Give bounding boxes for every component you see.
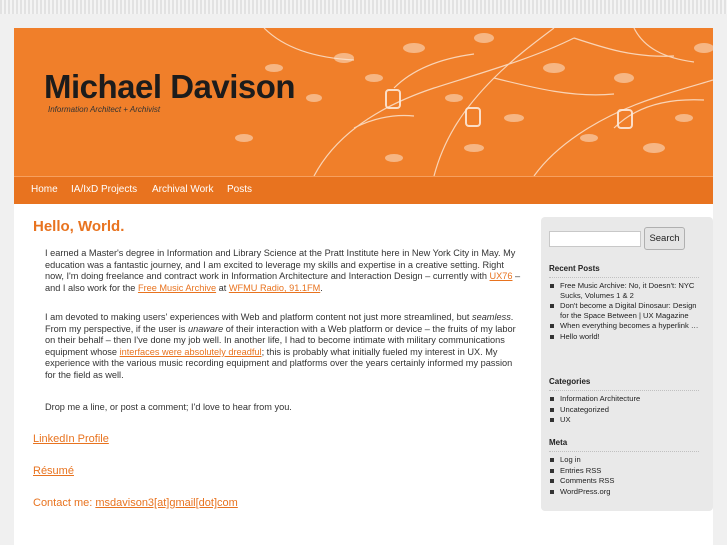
meta-title: Meta [549,438,568,447]
nav-archival-work[interactable]: Archival Work [152,184,214,195]
categories-list [549,394,707,426]
p2-text-2: . From my perspective, if the user is [45,312,514,334]
category-item[interactable]: Uncategorized [549,405,707,415]
recent-post-item[interactable]: Don't become a Digital Dinosaur: Design for the Space Between | UX Magazine [549,301,707,320]
widget-divider [549,390,699,391]
widget-divider [549,451,699,452]
post-title[interactable]: Hello, World. [33,218,125,235]
recent-post-item[interactable]: When everything becomes a hyperlink … [549,321,707,331]
site-tagline: Information Architect + Archivist [48,105,161,114]
post-paragraph-3: Drop me a line, or post a comment; I'd love to hear from you. [45,402,292,412]
p2-text-3: of their interaction with a Web platform or device – the fruits of my labor on their behalf – then I've done my job well. In another life, I had to become intimate with military communications equipment whose [45,323,516,357]
recent-posts-title: Recent Posts [549,264,600,273]
meta-item[interactable]: WordPress.org [549,487,707,497]
recent-post-item[interactable]: Hello world! [549,332,707,342]
category-item[interactable]: Information Architecture [549,394,707,404]
post-paragraph-2 [45,312,525,382]
linkedin-link[interactable]: LinkedIn Profile [33,433,109,445]
categories-title: Categories [549,377,591,386]
contact-email[interactable]: msdavison3[at]gmail[dot]com [95,497,238,509]
linkedin-link-wrap [33,433,109,445]
free-music-archive-link[interactable]: Free Music Archive [137,282,217,293]
widget-divider [549,277,699,278]
post-paragraph-1 [45,248,525,294]
meta-item[interactable]: Comments RSS [549,476,707,486]
nav-posts[interactable]: Posts [227,184,253,195]
resume-link-wrap [33,465,74,477]
p1-text-end: . [320,282,323,293]
search-input[interactable] [549,231,641,247]
interfaces-link[interactable]: interfaces were absolutely dreadful [119,346,262,357]
nav-home[interactable]: Home [31,184,58,195]
top-pattern-strip [0,0,727,14]
recent-posts-list [549,281,707,343]
search-button[interactable]: Search [644,227,685,250]
ux76-link[interactable]: UX76 [489,271,513,282]
contact-label: Contact me: [33,497,96,509]
page-wrapper [14,28,713,545]
resume-link[interactable]: Résumé [33,465,74,477]
p1-text-at: at [216,282,229,293]
meta-item[interactable]: Log in [549,455,707,465]
nav-ia-ixd-projects[interactable]: IA/IxD Projects [71,184,138,195]
site-title[interactable]: Michael Davison [44,68,296,105]
main-navigation [14,176,713,204]
p1-text-mid: – and I also work for the [45,271,521,293]
meta-list [549,455,707,497]
sidebar [541,217,713,511]
contact-line [33,497,238,509]
p2-text-4: ; this is probably what initially fueled my interest in UX. My experience with the various music recording equipment and platforms over the years certainly informed my passion for the field as well. [45,346,513,380]
p2-text: I am devoted to making users' experiences with Web and platform content not just more streamlined, but [45,312,472,322]
category-item[interactable]: UX [549,415,707,425]
meta-item[interactable]: Entries RSS [549,466,707,476]
p2-emphasis-seamless: seamless [471,312,511,322]
wfmu-link[interactable]: WFMU Radio, 91.1FM [228,282,321,293]
p1-text: I earned a Master's degree in Information and Library Science at the Pratt Institute here in New York City in May. My education was a fantastic journey, and I am excited to leverage my skills and expertise in a creative setting. Right now, I'm doing freelance and contract work in Information Architecture and Interaction Design – currently with [45,248,516,282]
recent-post-item[interactable]: Free Music Archive: No, it Doesn't: NYC Sucks, Volumes 1 & 2 [549,281,707,300]
p2-emphasis-unaware: unaware [187,323,224,334]
site-header [14,28,713,176]
